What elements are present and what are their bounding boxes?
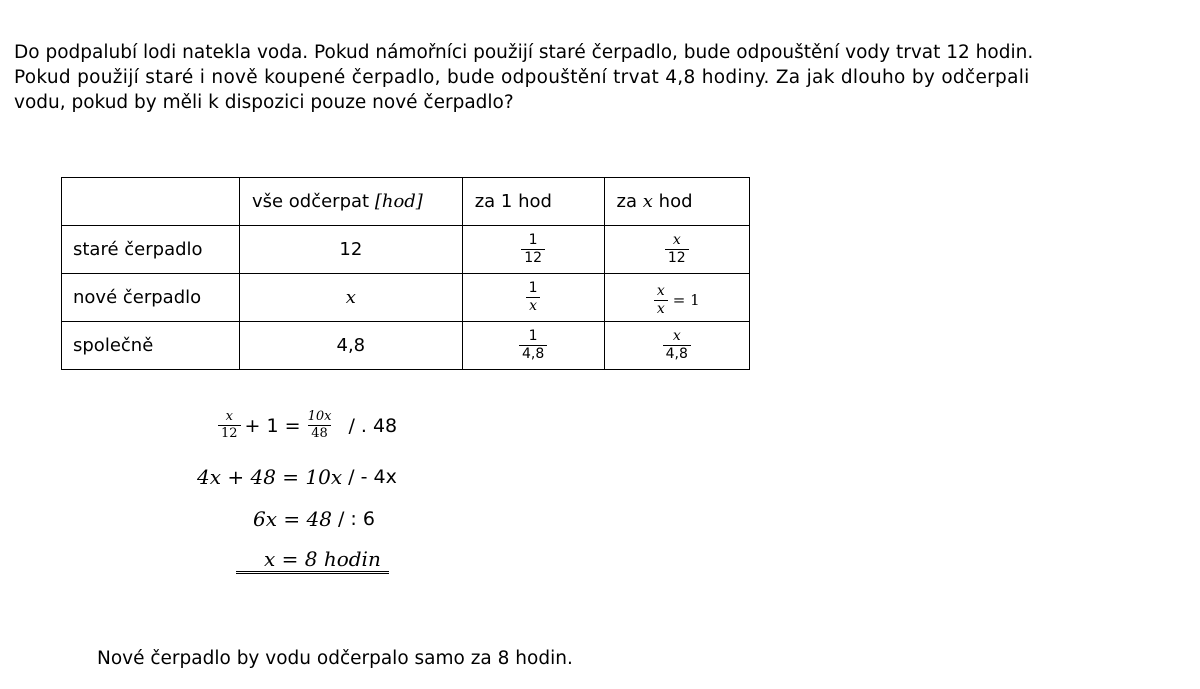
row-per-x: $\frac{x}{x}$ = 1	[604, 274, 749, 322]
row-per-hour: $\frac{1}{12}$	[462, 226, 604, 274]
row-total: x	[239, 274, 462, 322]
problem-statement	[14, 40, 1124, 115]
row-per-hour: $\frac{1}{x}$	[462, 274, 604, 322]
table-row	[62, 274, 750, 322]
eq1-middle: + 1 =	[244, 414, 301, 437]
equation-3: 6x = 48 / : 6	[253, 507, 375, 531]
row-label: nové čerpadlo	[62, 274, 240, 322]
eq1-fraction-left: $\frac{x}{12}$	[218, 410, 241, 441]
answer-sentence: Nové čerpadlo by vodu odčerpalo samo za 8 hodin.	[97, 648, 573, 669]
table-row	[62, 226, 750, 274]
row-total: 4,8	[239, 322, 462, 370]
table-row	[62, 322, 750, 370]
pump-table	[61, 177, 750, 370]
equation-2: 4x + 48 = 10x / - 4x	[197, 465, 397, 489]
header-per-hour: za 1 hod	[462, 178, 604, 226]
header-unit: [hod]	[374, 191, 423, 212]
problem-line-1: Do podpalubí lodi natekla voda. Pokud námořníci použijí staré čerpadlo, bude odpouštění vody trvat 12 hodin.	[14, 42, 1034, 63]
problem-line-3: vodu, pokud by měli k dispozici pouze nové čerpadlo?	[14, 92, 514, 113]
header-total-time: vše odčerpat [hod]	[239, 178, 462, 226]
table-header-row	[62, 178, 750, 226]
row-per-x: $\frac{x}{12}$	[604, 226, 749, 274]
problem-line-2: Pokud použijí staré i nově koupené čerpadlo, bude odpouštění trvat 4,8 hodiny. Za jak dlouho by odčerpali	[14, 67, 1030, 88]
result-equation	[236, 547, 389, 574]
row-label: společně	[62, 322, 240, 370]
row-total: 12	[239, 226, 462, 274]
row-per-hour: $\frac{1}{4,8}$	[462, 322, 604, 370]
eq3-operation: / : 6	[337, 508, 375, 530]
eq1-fraction-right: $\frac{10x}{48}$	[307, 409, 332, 441]
eq2-operation: / - 4x	[348, 466, 397, 488]
header-per-x-hours: za x hod	[604, 178, 749, 226]
result-value: x = 8 hodin	[236, 547, 389, 574]
header-empty-cell	[62, 178, 240, 226]
eq1-operation: / . 48	[348, 414, 398, 437]
row-label: staré čerpadlo	[62, 226, 240, 274]
row-per-x: $\frac{x}{4,8}$	[604, 322, 749, 370]
equation-1	[214, 410, 397, 441]
